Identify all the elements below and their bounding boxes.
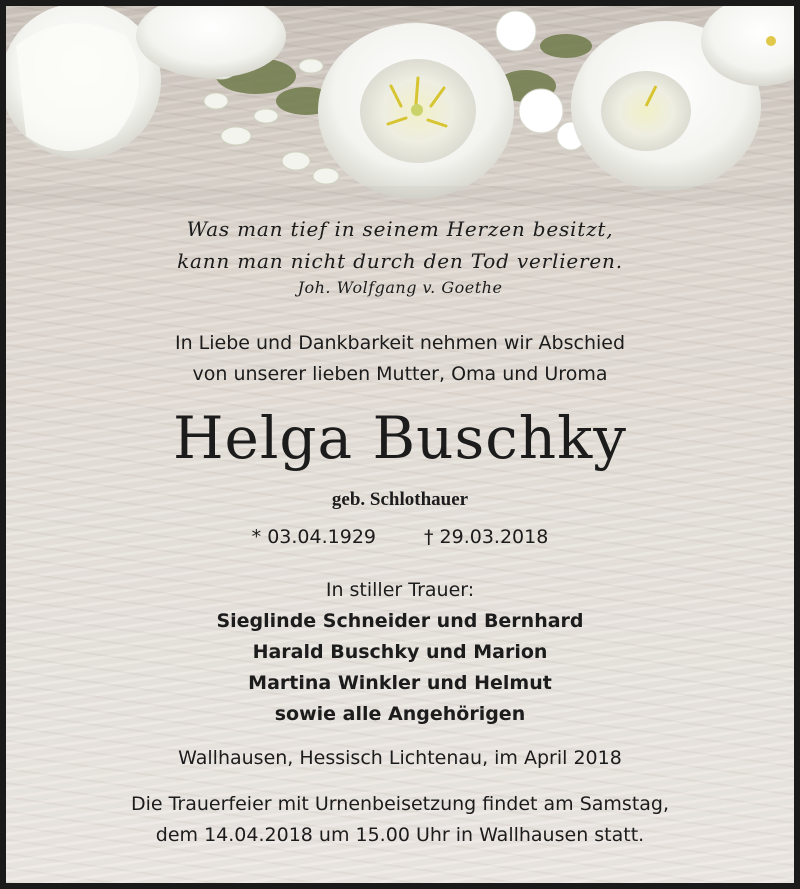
quote-line-2: kann man nicht durch den Tod verlieren. — [177, 249, 623, 273]
birth-name: geb. Schlothauer — [331, 489, 469, 510]
place-date: Wallhausen, Hessisch Lichtenau, im April 2018 — [178, 747, 622, 769]
mourner-name: Sieglinde Schneider und Bernhard — [216, 610, 584, 632]
mourner-name: sowie alle Angehörigen — [274, 703, 526, 725]
life-dates — [6, 526, 794, 548]
intro-line-1: In Liebe und Dankbarkeit nehmen wir Abschied — [174, 332, 626, 354]
mourners-heading: In stiller Trauer: — [325, 579, 475, 601]
ceremony-line-1: Die Trauerfeier mit Urnenbeisetzung findet am Samstag, — [130, 793, 670, 815]
deceased-name: Helga Buschky — [172, 404, 628, 472]
quote-line-1: Was man tief in seinem Herzen besitzt, — [186, 217, 614, 241]
mourner-name: Harald Buschky und Marion — [252, 641, 548, 663]
death-date: † 29.03.2018 — [424, 526, 549, 548]
quote-author: Joh. Wolfgang v. Goethe — [297, 278, 503, 297]
white-tulips-image — [6, 6, 794, 206]
obituary-card — [6, 6, 794, 883]
mourner-name: Martina Winkler und Helmut — [248, 672, 552, 694]
birth-date: * 03.04.1929 — [251, 526, 376, 548]
intro-line-2: von unserer lieben Mutter, Oma und Uroma — [192, 363, 608, 385]
ceremony-line-2: dem 14.04.2018 um 15.00 Uhr in Wallhausen statt. — [155, 824, 645, 846]
